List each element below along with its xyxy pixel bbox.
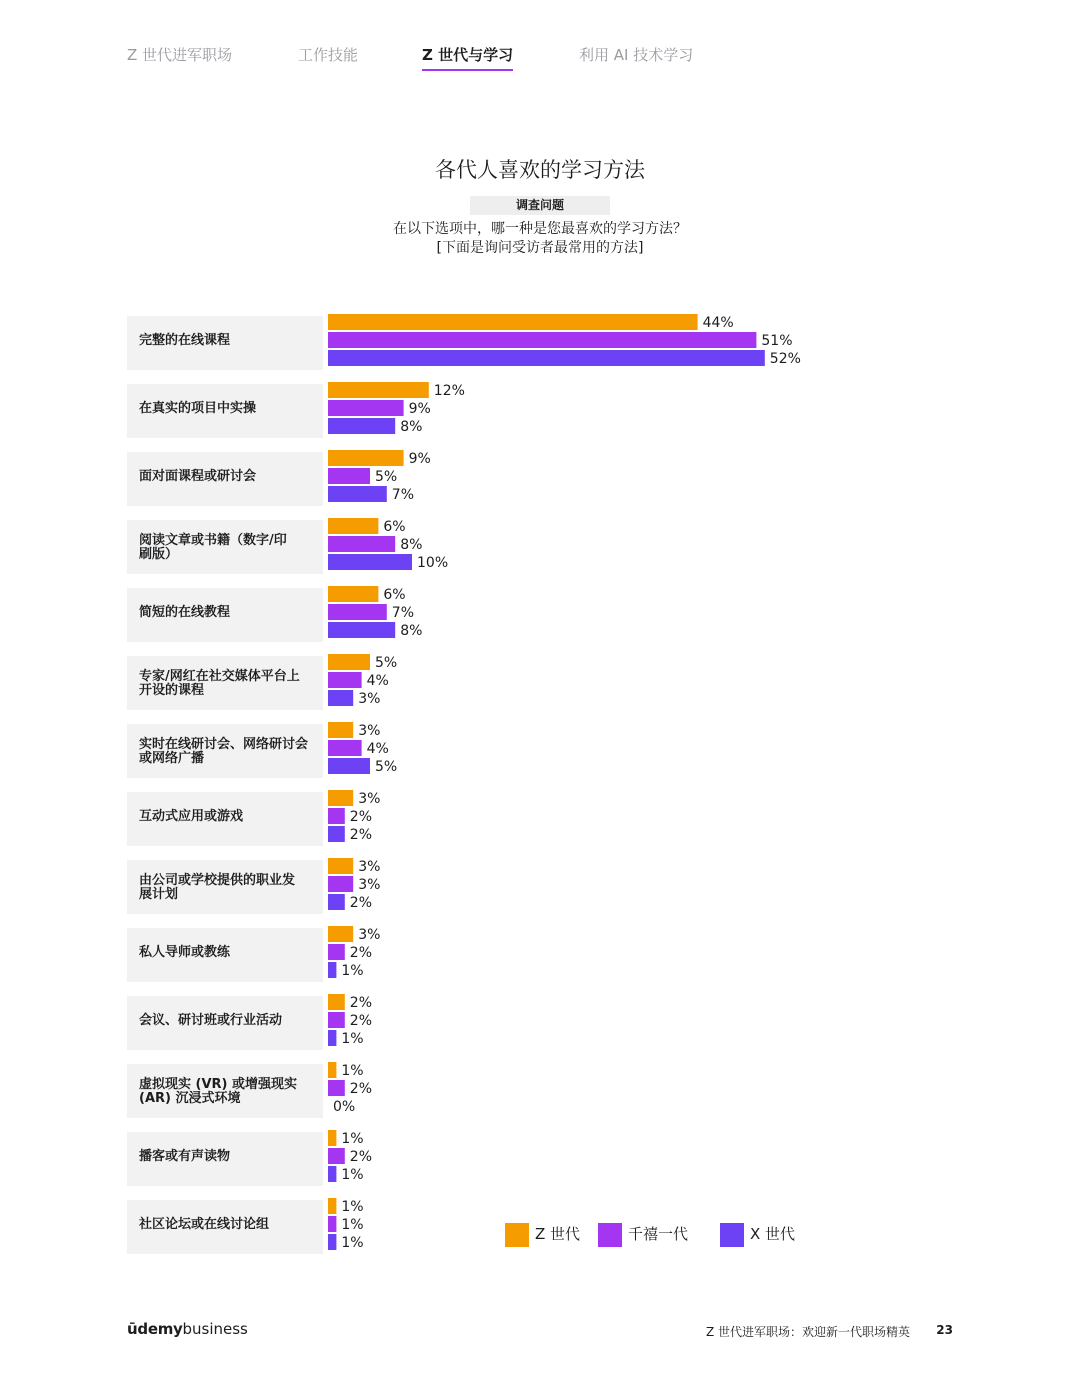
bar-Z-世代 [328, 790, 353, 806]
category-label: 会议、研讨班或行业活动 [139, 1013, 283, 1028]
bar-X-世代 [328, 350, 765, 366]
category-label-line: 刷版） [139, 547, 179, 562]
bar-Z-世代 [328, 450, 404, 466]
category-label-line: 由公司或学校提供的职业发 [139, 873, 296, 888]
data-label: 2% [349, 1081, 373, 1097]
data-label: 2% [349, 827, 373, 843]
legend-label: Z 世代 [535, 1225, 581, 1243]
category-label: 简短的在线教程 [139, 605, 231, 620]
data-label: 2% [349, 895, 373, 911]
bar-X-世代 [328, 486, 387, 502]
bar-千禧一代 [328, 468, 370, 484]
data-label: 3% [358, 877, 381, 893]
data-label: 2% [349, 945, 373, 961]
category-label: 面对面课程或研讨会 [139, 469, 257, 484]
bar-千禧一代 [328, 604, 387, 620]
bar-千禧一代 [328, 1216, 336, 1232]
bar-千禧一代 [328, 672, 362, 688]
data-label: 3% [358, 927, 381, 943]
data-label: 8% [400, 537, 423, 553]
category-label: 完整的在线课程 [139, 333, 231, 348]
nav-tab-gen-z-workplace[interactable]: Z 世代进军职场 [127, 46, 233, 64]
category-label: 在真实的项目中实操 [139, 401, 257, 416]
data-label: 1% [341, 1063, 364, 1079]
data-label: 3% [358, 723, 381, 739]
data-label: 1% [341, 963, 364, 979]
footer-doc-title: Z 世代进军职场：欢迎新一代职场精英 [705, 1325, 910, 1339]
data-label: 2% [349, 809, 373, 825]
bar-千禧一代 [328, 1080, 345, 1096]
bar-Z-世代 [328, 1130, 336, 1146]
bar-千禧一代 [328, 944, 345, 960]
data-label: 7% [391, 605, 415, 621]
data-label: 1% [341, 1217, 364, 1233]
category-label-line: 专家/网红在社交媒体平台上 [139, 669, 300, 684]
data-label: 3% [358, 791, 381, 807]
legend-swatch-Z-世代 [505, 1223, 529, 1247]
bar-Z-世代 [328, 926, 353, 942]
data-label: 8% [400, 623, 423, 639]
data-label: 5% [375, 469, 398, 485]
data-label: 1% [341, 1199, 364, 1215]
data-label: 6% [383, 519, 406, 535]
legend-label: 千禧一代 [628, 1225, 689, 1243]
data-label: 51% [761, 333, 793, 349]
category-label-line: 开设的课程 [139, 683, 205, 698]
data-label: 1% [341, 1167, 364, 1183]
category-label: 互动式应用或游戏 [139, 809, 244, 824]
data-label: 7% [391, 487, 415, 503]
nav-tab-work-skills[interactable]: 工作技能 [298, 46, 359, 64]
category-label-line: (AR) 沉浸式环境 [139, 1091, 241, 1106]
category-label-line: 虚拟现实 (VR) 或增强现实 [139, 1077, 298, 1092]
nav-tab-ai-learning[interactable]: 利用 AI 技术学习 [579, 46, 694, 64]
data-label: 52% [769, 351, 801, 367]
bar-X-世代 [328, 894, 345, 910]
category-label: 播客或有声读物 [139, 1149, 231, 1164]
bar-千禧一代 [328, 400, 404, 416]
legend-swatch-千禧一代 [598, 1223, 622, 1247]
bar-X-世代 [328, 554, 412, 570]
category-label-line: 或网络广播 [139, 751, 205, 766]
data-label: 9% [408, 451, 431, 467]
category-label-line: 阅读文章或书籍（数字/印 [139, 533, 287, 548]
data-label: 2% [349, 1013, 373, 1029]
data-label: 3% [358, 691, 381, 707]
category-label-line: 实时在线研讨会、网络研讨会 [139, 737, 309, 752]
data-label: 10% [417, 555, 449, 571]
legend-label: X 世代 [750, 1225, 796, 1243]
data-label: 3% [358, 859, 381, 875]
bar-Z-世代 [328, 654, 370, 670]
udemy-business-logo [127, 1320, 248, 1338]
bar-Z-世代 [328, 518, 378, 534]
data-label: 5% [375, 655, 398, 671]
data-label: 9% [408, 401, 431, 417]
bar-X-世代 [328, 622, 395, 638]
bar-Z-世代 [328, 1062, 336, 1078]
data-label: 8% [400, 419, 423, 435]
bar-千禧一代 [328, 332, 756, 348]
bar-X-世代 [328, 826, 345, 842]
bar-X-世代 [328, 1234, 336, 1250]
data-label: 44% [702, 315, 734, 331]
bar-Z-世代 [328, 1198, 336, 1214]
legend-swatch-X-世代 [720, 1223, 744, 1247]
bar-Z-世代 [328, 722, 353, 738]
survey-question-line-2: [下面是询问受访者最常用的方法] [436, 240, 644, 256]
category-label: 私人导师或教练 [139, 945, 231, 960]
nav-tab-gen-z-learning-label: Z 世代与学习 [422, 46, 514, 64]
bar-Z-世代 [328, 382, 429, 398]
bar-X-世代 [328, 690, 353, 706]
chart-title: 各代人喜欢的学习方法 [435, 158, 645, 182]
data-label: 1% [341, 1031, 364, 1047]
bar-千禧一代 [328, 1012, 345, 1028]
data-label: 12% [433, 383, 465, 399]
data-label: 2% [349, 1149, 373, 1165]
data-label: 0% [333, 1099, 356, 1115]
logo-main-text: ūdemy [127, 1320, 183, 1338]
page-number: 23 [936, 1323, 953, 1337]
bar-X-世代 [328, 962, 336, 978]
logo-sub-text: business [182, 1320, 248, 1338]
bar-千禧一代 [328, 536, 395, 552]
bar-Z-世代 [328, 314, 698, 330]
bar-X-世代 [328, 758, 370, 774]
bar-X-世代 [328, 418, 395, 434]
bar-Z-世代 [328, 994, 345, 1010]
category-label: 社区论坛或在线讨论组 [139, 1217, 270, 1232]
data-label: 6% [383, 587, 406, 603]
data-label: 4% [366, 673, 389, 689]
data-label: 4% [366, 741, 389, 757]
bar-X-世代 [328, 1030, 336, 1046]
survey-question-line-1: 在以下选项中，哪一种是您最喜欢的学习方法？ [393, 221, 687, 237]
data-label: 5% [375, 759, 398, 775]
data-label: 1% [341, 1131, 364, 1147]
bar-千禧一代 [328, 876, 353, 892]
survey-question-label: 调查问题 [470, 196, 610, 215]
data-label: 2% [349, 995, 373, 1011]
bar-千禧一代 [328, 808, 345, 824]
bar-千禧一代 [328, 1148, 345, 1164]
bar-Z-世代 [328, 858, 353, 874]
bar-X-世代 [328, 1166, 336, 1182]
data-label: 1% [341, 1235, 364, 1251]
bar-Z-世代 [328, 586, 378, 602]
bar-千禧一代 [328, 740, 362, 756]
category-label-line: 展计划 [139, 887, 179, 902]
